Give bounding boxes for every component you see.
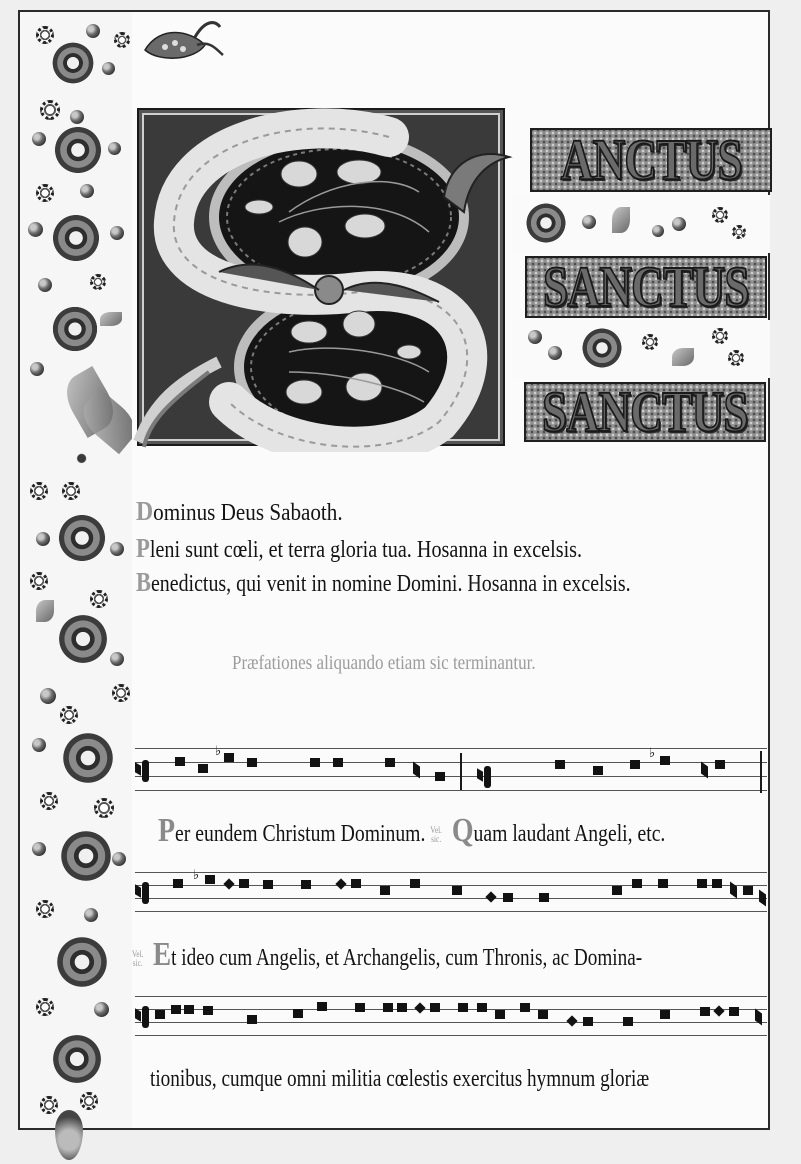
lyric-text: er eundem Christum Dominum. xyxy=(175,821,426,847)
vel-sic-note: Vel. sic. xyxy=(132,949,144,969)
rubric-instruction: Præfationes aliquando etiam sic terminantur. xyxy=(232,652,536,674)
do-clef-icon xyxy=(135,760,149,784)
lyric-line-2 xyxy=(132,936,642,974)
sanctus-band-2 xyxy=(525,256,767,318)
verse-initial: B xyxy=(136,567,151,597)
flat-icon: ♭ xyxy=(215,744,222,759)
sanctus-band-text: SANCTUS xyxy=(542,382,748,442)
illuminated-s-icon xyxy=(59,102,529,452)
flat-icon: ♭ xyxy=(649,746,656,761)
verse-text: ominus Deus Sabaoth. xyxy=(153,500,343,526)
verse-initial: P xyxy=(136,533,150,563)
floral-strip-icon xyxy=(512,320,770,378)
verse-initial: D xyxy=(136,496,154,526)
chant-staff-3 xyxy=(135,994,767,1042)
floral-strip-icon xyxy=(512,195,770,253)
lyric-initial: E xyxy=(153,936,172,973)
sanctus-band-1 xyxy=(530,128,772,192)
lyric-initial: P xyxy=(158,812,176,849)
floral-sprig-icon xyxy=(135,15,225,75)
verse-line xyxy=(136,496,343,527)
verse-line xyxy=(136,567,631,598)
floral-bud-icon xyxy=(55,1110,83,1160)
sanctus-band-text: ANCTUS xyxy=(560,128,742,192)
lyric-initial: Q xyxy=(451,812,474,849)
verse-text: enedictus, qui venit in nomine Domini. Hosanna in excelsis. xyxy=(150,571,631,597)
chant-staff-2 xyxy=(135,870,767,918)
lyric-text: uam laudant Angeli, etc. xyxy=(473,821,666,847)
sanctus-band-text: SANCTUS xyxy=(543,256,749,318)
lyric-text: tionibus, cumque omni militia cœlestis exercitus hymnum gloriæ xyxy=(150,1066,650,1092)
sanctus-band-3 xyxy=(524,382,766,442)
do-clef-icon xyxy=(135,1006,149,1030)
do-clef-icon xyxy=(477,766,491,790)
flat-icon: ♭ xyxy=(193,868,200,883)
lyric-text: t ideo cum Angelis, et Archangelis, cum Thronis, ac Domina- xyxy=(171,945,643,971)
verse-line xyxy=(136,533,582,564)
chant-staff-1 xyxy=(135,746,767,794)
do-clef-icon xyxy=(135,882,149,906)
lyric-line-3 xyxy=(150,1066,649,1093)
vel-sic-note: Vel. sic. xyxy=(430,825,442,845)
illuminated-initial-panel xyxy=(137,108,505,446)
lyric-line-1 xyxy=(158,812,665,850)
verse-text: leni sunt cœli, et terra gloria tua. Hosanna in excelsis. xyxy=(149,537,583,563)
